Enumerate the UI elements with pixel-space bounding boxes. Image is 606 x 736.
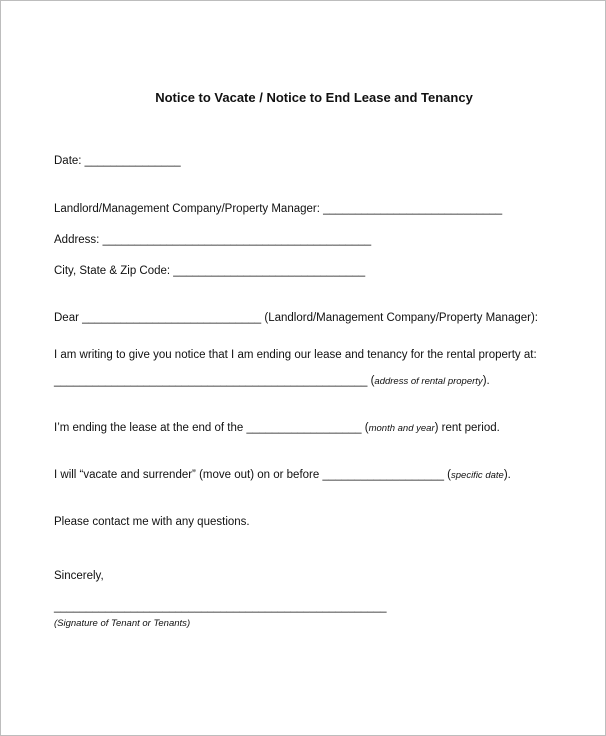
vacate-line (54, 469, 511, 481)
vacate-hint: specific date (451, 470, 504, 481)
lease-end-suffix: ) rent period. (434, 422, 500, 434)
vacate-suffix: ). (503, 469, 511, 481)
lease-end-prefix: I’m ending the lease at the end of the __________________ ( (54, 422, 369, 434)
lease-end-line (54, 422, 500, 434)
lease-end-hint: month and year (368, 423, 435, 434)
signature-close: ) (186, 618, 191, 629)
landlord-line: Landlord/Management Company/Property Manager: ____________________________ (54, 203, 503, 215)
intro-line: I am writing to give you notice that I am ending our lease and tenancy for the rental property at: (54, 349, 537, 361)
signature-hint: Signature of Tenant or Tenants (57, 618, 187, 629)
address-line: Address: __________________________________________ (54, 234, 372, 246)
signature-open: ( (54, 618, 58, 629)
rental-address-close: ). (482, 375, 490, 387)
rental-address-blank: _________________________________________________ ( (54, 375, 375, 387)
rental-address-line (54, 375, 490, 387)
contact-line: Please contact me with any questions. (54, 516, 250, 528)
document-title: Notice to Vacate / Notice to End Lease and Tenancy (155, 90, 473, 105)
rental-address-hint: address of rental property (374, 376, 483, 387)
date-line: Date: _______________ (54, 155, 181, 167)
city-state-zip-line: City, State & Zip Code: ______________________________ (54, 265, 366, 277)
closing-line: Sincerely, (54, 570, 104, 582)
signature-blank: ____________________________________________________ (54, 601, 387, 613)
salutation-line: Dear ____________________________ (Landlord/Management Company/Property Manager): (54, 312, 538, 324)
signature-caption (54, 618, 190, 629)
vacate-prefix: I will “vacate and surrender” (move out) on or before ___________________ ( (54, 469, 451, 481)
